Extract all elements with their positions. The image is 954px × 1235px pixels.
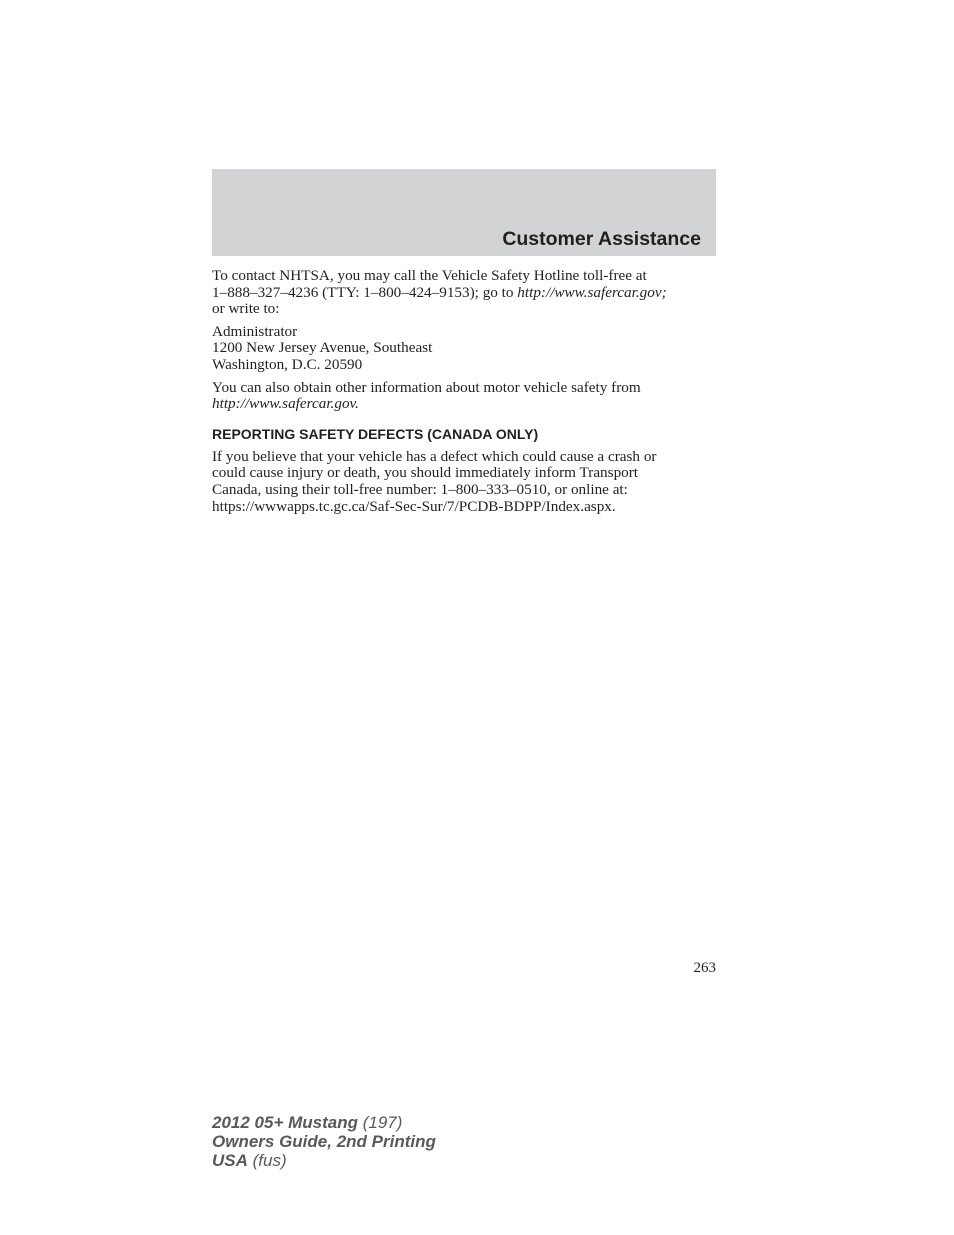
footer-line-2: [212, 1132, 436, 1151]
footer-model-code: (197): [358, 1113, 403, 1132]
footer-region: USA: [212, 1151, 248, 1170]
section-header-band: [212, 169, 716, 256]
page-content: [212, 268, 718, 521]
canada-line-1: If you believe that your vehicle has a defect which could cause a crash or: [212, 447, 657, 465]
canada-line-2: could cause injury or death, you should immediately inform Transport: [212, 464, 639, 482]
footer-region-code: (fus): [247, 1151, 287, 1170]
other-info-paragraph: [212, 380, 718, 413]
footer-model: 2012 05+ Mustang: [212, 1113, 358, 1132]
section-title: Customer Assistance: [502, 228, 701, 250]
address-line-1: Administrator: [212, 322, 298, 340]
other-info-line-1: You can also obtain other information about motor vehicle safety from: [212, 378, 641, 396]
canada-line-3: Canada, using their toll-free number: 1–800–333–0510, or online at:: [212, 480, 628, 498]
canada-url[interactable]: https://wwwapps.tc.gc.ca/Saf-Sec-Sur/7/PCDB-BDPP/Index.aspx.: [212, 497, 616, 515]
address-line-3: Washington, D.C. 20590: [212, 355, 363, 373]
address-line-2: 1200 New Jersey Avenue, Southeast: [212, 339, 433, 357]
page-number: 263: [693, 960, 716, 976]
footer-line-1: [212, 1113, 436, 1132]
nhtsa-phone-text: 1–888–327–4236 (TTY: 1–800–424–9153); go to: [212, 283, 518, 301]
safercar-link-2[interactable]: http://www.safercar.gov.: [212, 395, 359, 413]
footer-guide: Owners Guide, 2nd Printing: [212, 1132, 436, 1151]
document-footer: [212, 1113, 436, 1170]
address-block: [212, 324, 718, 374]
nhtsa-contact-paragraph: [212, 268, 718, 318]
nhtsa-line-1: To contact NHTSA, you may call the Vehicle Safety Hotline toll-free at: [212, 267, 647, 284]
nhtsa-line-2: [212, 285, 718, 302]
nhtsa-line-3: or write to:: [212, 300, 280, 318]
safercar-link[interactable]: http://www.safercar.gov;: [517, 283, 667, 301]
footer-line-3: [212, 1151, 436, 1170]
canada-paragraph: [212, 449, 718, 515]
canada-section-heading: REPORTING SAFETY DEFECTS (CANADA ONLY): [212, 425, 539, 442]
